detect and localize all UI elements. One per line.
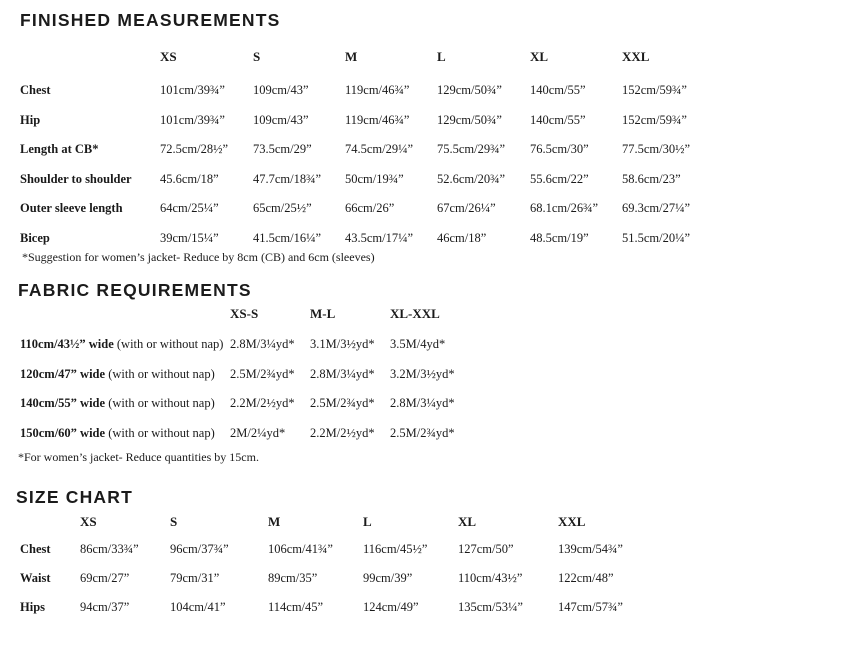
measurement-cell: 72.5cm/28½” [160,142,229,157]
measurement-cell: 67cm/26¼” [437,201,496,216]
body-measurement-cell: 89cm/35” [268,571,318,586]
measurement-cell: 109cm/43” [253,112,309,127]
measurement-cell: 58.6cm/23” [622,171,681,186]
row-label: Chest [20,542,51,556]
measurement-cell: 52.6cm/20¾” [437,171,506,186]
column-header-l: L [363,514,372,529]
row-label: Length at CB* [20,142,99,157]
body-measurement-cell: 122cm/48” [558,571,614,586]
row-label: Hips [20,600,46,615]
body-measurement-cell: 116cm/45½” [363,542,428,556]
yardage-cell: 2.8M/3¼yd* [310,366,375,381]
yardage-cell: 3.2M/3½yd* [390,366,455,381]
yardage-cell: 2.5M/2¾yd* [230,366,295,381]
measurement-cell: 48.5cm/19” [530,230,589,245]
body-measurement-cell: 69cm/27” [80,571,130,586]
yardage-cell: 2.5M/2¾yd* [310,396,375,411]
measurement-cell: 74.5cm/29¼” [345,142,414,157]
fabric-width-bold: 150cm/60” wide [20,426,106,441]
row-label: Outer sleeve length [20,201,123,216]
size-chart-title: SIZE CHART [16,487,133,507]
column-header-xxl: XXL [558,514,586,529]
body-measurement-cell: 114cm/45” [268,600,324,615]
fabric-width-note: (with or without nap) [105,426,215,441]
measurement-cell: 64cm/25¼” [160,201,219,216]
measurement-cell: 101cm/39¾” [160,83,225,97]
measurement-cell: 69.3cm/27¼” [622,201,691,216]
measurement-cell: 76.5cm/30” [530,142,589,157]
measurement-cell: 129cm/50¾” [437,83,502,97]
fabric-width-bold: 140cm/55” wide [20,396,106,411]
column-header-xs: XS [160,49,177,64]
measurement-cell: 119cm/46¾” [345,112,410,127]
body-measurement-cell: 110cm/43½” [458,571,523,586]
row-label: Chest [20,83,51,97]
row-label [18,367,230,382]
measurement-cell: 66cm/26” [345,201,395,216]
fabric-width-note: (with or without nap) [105,396,215,411]
body-measurement-cell: 139cm/54¾” [558,542,623,556]
yardage-cell: 2.8M/3¼yd* [390,396,455,411]
column-header-xl-xxl: XL-XXL [390,306,440,321]
fabric-width-note: (with or without nap) [113,337,224,351]
body-measurement-cell: 79cm/31” [170,571,220,586]
yardage-cell: 2.2M/2½yd* [310,426,375,441]
column-header-xxl: XXL [622,49,650,64]
size-chart-table [18,514,623,630]
column-header-s: S [170,514,178,529]
fabric-requirements-title: FABRIC REQUIREMENTS [18,280,252,300]
body-measurement-cell: 94cm/37” [80,600,130,615]
fabric-requirements-table [18,306,455,456]
body-measurement-cell: 135cm/53¼” [458,600,523,615]
finished-measurements-table [18,49,690,261]
row-label: Shoulder to shoulder [20,171,132,186]
measurement-cell: 140cm/55” [530,83,586,97]
fabric-width-bold: 110cm/43½” wide [20,337,114,351]
measurement-cell: 47.7cm/18¾” [253,171,322,186]
row-label [18,396,230,411]
column-header-m-l: M-L [310,306,336,321]
yardage-cell: 2.5M/2¾yd* [390,426,455,441]
column-header-m: M [268,514,281,529]
fabric-width-bold: 120cm/47” wide [20,366,106,381]
column-header-xl: XL [530,49,549,64]
measurement-cell: 50cm/19¾” [345,171,404,186]
row-label [18,426,230,441]
body-measurement-cell: 104cm/41” [170,600,226,615]
finished-measurements-footnote: *Suggestion for women’s jacket- Reduce by 8cm (CB) and 6cm (sleeves) [22,250,375,264]
column-header-s: S [253,49,261,64]
yardage-cell: 3.1M/3½yd* [310,337,375,351]
body-measurement-cell: 96cm/37¾” [170,542,229,556]
measurement-cell: 101cm/39¾” [160,112,225,127]
body-measurement-cell: 99cm/39” [363,571,413,586]
body-measurement-cell: 127cm/50” [458,542,514,556]
measurement-cell: 75.5cm/29¾” [437,142,506,157]
measurement-cell: 55.6cm/22” [530,171,589,186]
row-label: Waist [20,571,51,586]
measurement-cell: 152cm/59¾” [622,83,687,97]
column-header-l: L [437,49,446,64]
measurement-cell: 43.5cm/17¼” [345,230,414,245]
measurement-cell: 51.5cm/20¼” [622,230,691,245]
measurement-cell: 109cm/43” [253,83,309,97]
yardage-cell: 2M/2¼yd* [230,426,286,441]
measurement-cell: 140cm/55” [530,112,586,127]
finished-measurements-title: FINISHED MEASUREMENTS [20,10,281,30]
body-measurement-cell: 86cm/33¾” [80,542,139,556]
measurement-cell: 152cm/59¾” [622,112,687,127]
column-header-m: M [345,49,358,64]
measurement-cell: 73.5cm/29” [253,142,312,157]
measurement-cell: 65cm/25½” [253,201,312,216]
row-label [18,337,230,352]
fabric-requirements-footnote: *For women’s jacket- Reduce quantities by 15cm. [18,450,259,464]
measurement-cell: 77.5cm/30½” [622,142,691,157]
yardage-cell: 2.8M/3¼yd* [230,337,295,351]
yardage-cell: 3.5M/4yd* [390,337,446,351]
measurement-cell: 68.1cm/26¾” [530,201,599,216]
row-label: Hip [20,112,41,127]
fabric-width-note: (with or without nap) [105,366,215,381]
row-label: Bicep [20,230,50,245]
measurement-cell: 41.5cm/16¼” [253,230,322,245]
body-measurement-cell: 147cm/57¾” [558,600,623,615]
column-header-xs: XS [80,514,97,529]
measurement-cell: 129cm/50¾” [437,112,502,127]
column-header-xl: XL [458,514,477,529]
column-header-xs-s: XS-S [230,306,259,321]
measurement-cell: 46cm/18” [437,230,487,245]
measurement-cell: 45.6cm/18” [160,171,219,186]
measurement-cell: 39cm/15¼” [160,230,219,245]
measurement-cell: 119cm/46¾” [345,83,410,97]
body-measurement-cell: 124cm/49” [363,600,419,615]
yardage-cell: 2.2M/2½yd* [230,396,295,411]
body-measurement-cell: 106cm/41¾” [268,542,333,556]
